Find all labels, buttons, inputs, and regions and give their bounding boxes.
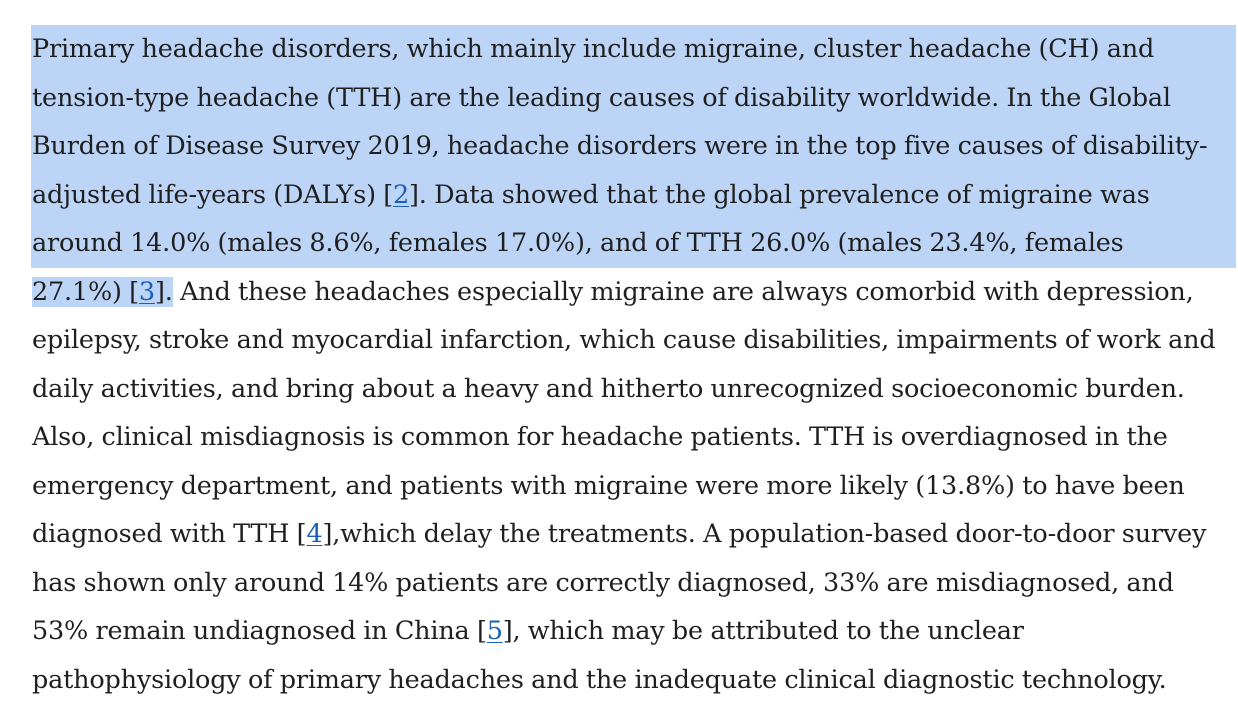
line-text: adjusted life-years (DALYs) [: [32, 179, 393, 210]
line-text: ].: [154, 276, 173, 307]
line-text: diagnosed with TTH [: [32, 519, 307, 549]
paragraph-line: Also, clinical misdiagnosis is common for headache patients. TTH is overdiagnosed in the: [32, 422, 1168, 452]
paragraph-line: [32, 607, 1232, 656]
citation-link-2[interactable]: 2: [392, 179, 410, 210]
paragraph-line: tension-type headache (TTH) are the leading causes of disability worldwide. In the Global: [31, 74, 1236, 123]
paragraph-line: pathophysiology of primary headaches and the inadequate clinical diagnostic technology.: [32, 664, 1167, 695]
line-text: 53% remain undiagnosed in China [: [32, 616, 487, 646]
line-text: 27.1%) [: [32, 276, 139, 307]
line-text: ],which delay the treatments. A population-based door-to-door survey: [322, 519, 1207, 549]
paragraph-line: Primary headache disorders, which mainly include migraine, cluster headache (CH) and: [31, 25, 1236, 74]
citation-link-4[interactable]: 4: [306, 519, 323, 549]
citation-link-5[interactable]: 5: [486, 616, 503, 646]
line-text: ], which may be attributed to the unclear: [502, 616, 1024, 646]
paragraph-line: [32, 510, 1232, 559]
paragraph-line: epilepsy, stroke and myocardial infarction, which cause disabilities, impairments of work and: [32, 325, 1216, 355]
citation-link-3[interactable]: 3: [138, 276, 155, 307]
paragraph-line: [31, 171, 1236, 220]
article-paragraph: [32, 25, 1232, 704]
paragraph-line: has shown only around 14% patients are correctly diagnosed, 33% are misdiagnosed, and: [32, 567, 1174, 598]
paragraph-line: around 14.0% (males 8.6%, females 17.0%), and of TTH 26.0% (males 23.4%, females: [31, 219, 1236, 268]
paragraph-line: [32, 268, 1232, 317]
line-text: ]. Data showed that the global prevalence of migraine was: [409, 179, 1150, 210]
paragraph-line: daily activities, and bring about a heavy and hitherto unrecognized socioeconomic burden.: [32, 373, 1185, 404]
line-text: And these headaches especially migraine are always comorbid with depression,: [172, 276, 1194, 307]
paragraph-line: Burden of Disease Survey 2019, headache disorders were in the top five causes of disability-: [31, 122, 1236, 171]
paragraph-line: emergency department, and patients with migraine were more likely (13.8%) to have been: [32, 470, 1185, 501]
highlighted-text: [32, 277, 173, 307]
